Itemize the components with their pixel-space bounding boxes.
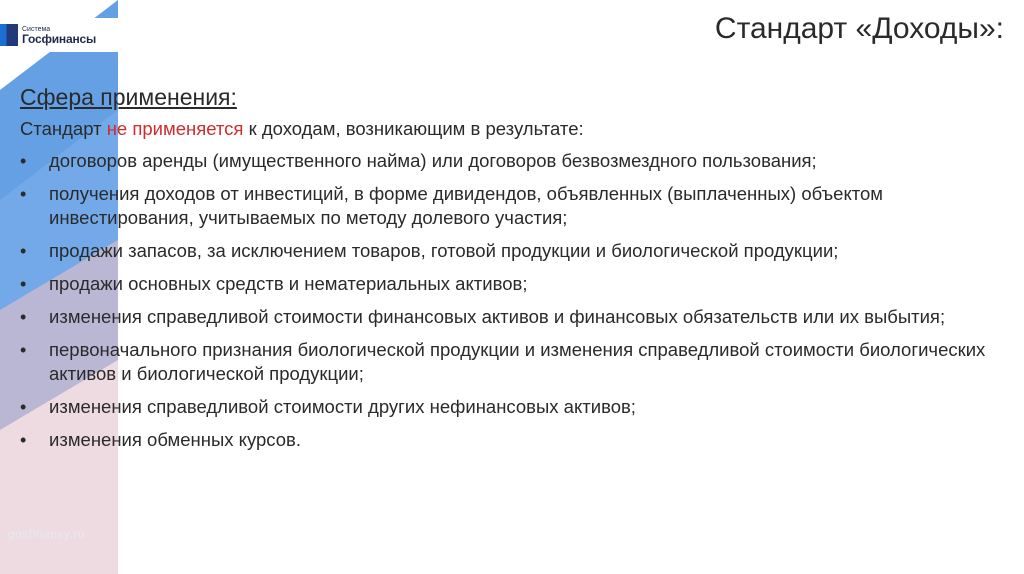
intro-after: к доходам, возникающим в результате: (243, 118, 584, 139)
exclusion-list (20, 149, 1010, 452)
bullet-icon: • (20, 151, 27, 171)
list-item (20, 305, 1010, 329)
logo-mark-icon (0, 24, 18, 46)
slide-content (20, 82, 1010, 461)
bullet-icon: • (20, 241, 27, 261)
watermark: gosfinansy.ru (8, 527, 85, 541)
slide-title: Стандарт «Доходы»: (714, 12, 1004, 45)
intro-highlight: не применяется (106, 118, 244, 139)
list-item-text: первоначального признания биологической продукции и изменения справедливой стоимости биологических активов и биологической продукции; (49, 339, 986, 384)
section-heading: Сфера применения: (20, 84, 237, 110)
bullet-icon: • (20, 184, 27, 204)
intro-text (20, 116, 1010, 141)
list-item (20, 272, 1010, 296)
intro-before: Стандарт (20, 118, 107, 139)
logo (0, 18, 118, 52)
list-item-text: изменения справедливой стоимости других нефинансовых активов; (49, 396, 636, 417)
list-item (20, 149, 1010, 173)
bullet-icon: • (20, 307, 27, 327)
list-item-text: получения доходов от инвестиций, в форме дивидендов, объявленных (выплаченных) объектом инвестирования, учитываемых по методу долевого участия; (49, 183, 884, 228)
bullet-icon: • (20, 397, 27, 417)
list-item-text: продажи запасов, за исключением товаров, готовой продукции и биологической продукции; (49, 240, 839, 261)
list-item-text: изменения обменных курсов. (49, 429, 301, 450)
bullet-icon: • (20, 430, 27, 450)
bullet-icon: • (20, 274, 27, 294)
logo-name: Госфинансы (22, 31, 97, 46)
list-item (20, 395, 1010, 419)
bullet-icon: • (20, 340, 27, 360)
list-item-text: продажи основных средств и нематериальных активов; (49, 273, 528, 294)
list-item-text: изменения справедливой стоимости финансовых активов и финансовых обязательств или их выбытия; (49, 306, 946, 327)
list-item (20, 338, 1010, 386)
list-item (20, 239, 1010, 263)
list-item-text: договоров аренды (имущественного найма) или договоров безвозмездного пользования; (49, 150, 817, 171)
logo-caption: Система (22, 25, 51, 33)
list-item (20, 428, 1010, 452)
list-item (20, 182, 1010, 230)
